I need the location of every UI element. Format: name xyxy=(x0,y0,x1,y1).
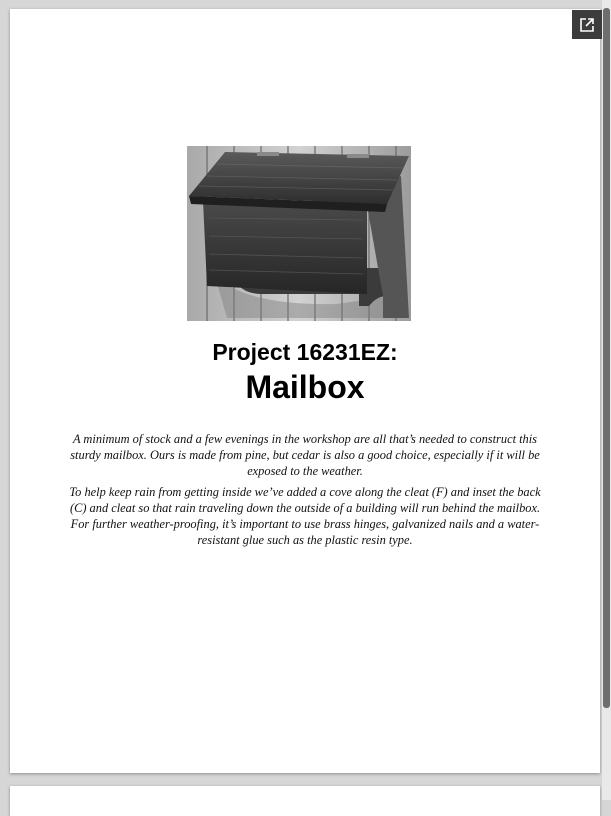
document-page xyxy=(10,9,600,773)
next-page-edge xyxy=(10,786,600,816)
scrollbar-thumb[interactable] xyxy=(603,8,610,708)
project-number-heading: Project 16231EZ: xyxy=(212,339,398,365)
mailbox-photo xyxy=(187,146,411,321)
vertical-scrollbar[interactable] xyxy=(602,0,611,800)
project-title: Mailbox xyxy=(245,369,365,405)
intro-text xyxy=(65,431,545,553)
intro-paragraph: To help keep rain from getting inside we’ve added a cove along the cleat (F) and inset the back (C) and cleat so that rain traveling down the outside of a building will run behind the mailbox. For further weather-proofing, it’s important to use brass hinges, galvanized nails and a water-resistant glue such as the plastic resin type. xyxy=(69,485,541,547)
open-in-new-window-icon xyxy=(579,17,595,33)
popout-button[interactable] xyxy=(572,10,602,39)
intro-paragraph: A minimum of stock and a few evenings in the workshop are all that’s needed to construct this sturdy mailbox. Ours is made from pine, but cedar is also a good choice, especially if it will be exposed to the weather. xyxy=(70,432,540,478)
